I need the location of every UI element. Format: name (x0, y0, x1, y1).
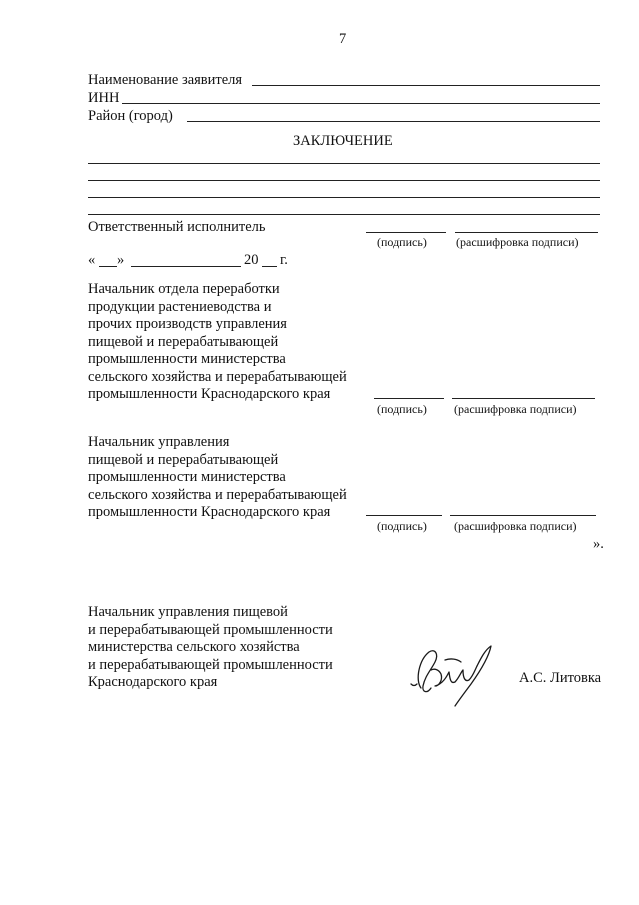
directorate-head-decode-caption: (расшифровка подписи) (454, 519, 577, 533)
directorate-head-signature-caption: (подпись) (377, 519, 427, 533)
date-close-quote: » (117, 252, 125, 268)
closing-quote-mark: ». (593, 536, 604, 552)
date-year-line (262, 266, 277, 267)
responsible-decode-caption: (расшифровка подписи) (456, 235, 579, 249)
district-line (187, 121, 600, 122)
directorate-head-line: Начальник управления (88, 434, 230, 450)
conclusion-title: ЗАКЛЮЧЕНИЕ (293, 133, 393, 149)
directorate-head-decode-line (450, 515, 596, 516)
dept-head-decode-caption: (расшифровка подписи) (454, 402, 577, 416)
signatory-line: министерства сельского хозяйства (88, 639, 300, 655)
page-number: 7 (339, 31, 347, 47)
directorate-head-title (88, 434, 347, 522)
directorate-head-line: промышленности Краснодарского края (88, 504, 331, 520)
applicant-name-label: Наименование заявителя (88, 72, 243, 88)
conclusion-line-4 (88, 214, 600, 215)
dept-head-line: Начальник отдела переработки (88, 281, 280, 297)
dept-head-line: промышленности Краснодарского края (88, 386, 331, 402)
directorate-head-signature-line (366, 515, 442, 516)
applicant-name-line (252, 85, 600, 86)
inn-line (122, 103, 600, 104)
date-month-line (131, 266, 241, 267)
signatory-name: А.С. Литовка (519, 670, 602, 686)
responsible-decode-line (455, 232, 598, 233)
conclusion-line-3 (88, 197, 600, 198)
signatory-line: и перерабатывающей промышленности (88, 656, 333, 673)
directorate-head-line: промышленности министерства (88, 469, 286, 485)
dept-head-line: пищевой и перерабатывающей (88, 333, 279, 350)
signatory-line: Начальник управления пищевой (88, 604, 288, 620)
responsible-signature-line (366, 232, 446, 233)
directorate-head-line: пищевой и перерабатывающей (88, 451, 279, 468)
dept-head-line: прочих производств управления (88, 316, 287, 332)
responsible-signature-caption: (подпись) (377, 235, 427, 249)
conclusion-line-1 (88, 163, 600, 164)
responsible-label: Ответственный исполнитель (88, 219, 266, 235)
date-year-prefix: 20 (244, 252, 259, 268)
dept-head-signature-line (374, 398, 444, 399)
dept-head-title (88, 281, 347, 404)
inn-label: ИНН (88, 90, 120, 106)
signatory-line: Краснодарского края (88, 674, 218, 690)
dept-head-signature-caption: (подпись) (377, 402, 427, 416)
dept-head-decode-line (452, 398, 595, 399)
signatory-line: и перерабатывающей промышленности (88, 621, 333, 638)
conclusion-line-2 (88, 180, 600, 181)
date-year-suffix: г. (280, 252, 288, 268)
dept-head-line: сельского хозяйства и перерабатывающей (88, 368, 347, 385)
directorate-head-line: сельского хозяйства и перерабатывающей (88, 486, 347, 503)
dept-head-line: продукции растениеводства и (88, 298, 272, 315)
dept-head-line: промышленности министерства (88, 351, 286, 367)
district-label: Район (город) (88, 108, 173, 124)
handwritten-signature (405, 640, 515, 710)
date-open-quote: « (88, 252, 96, 268)
signatory-title (88, 604, 333, 692)
date-day-line (99, 266, 117, 267)
